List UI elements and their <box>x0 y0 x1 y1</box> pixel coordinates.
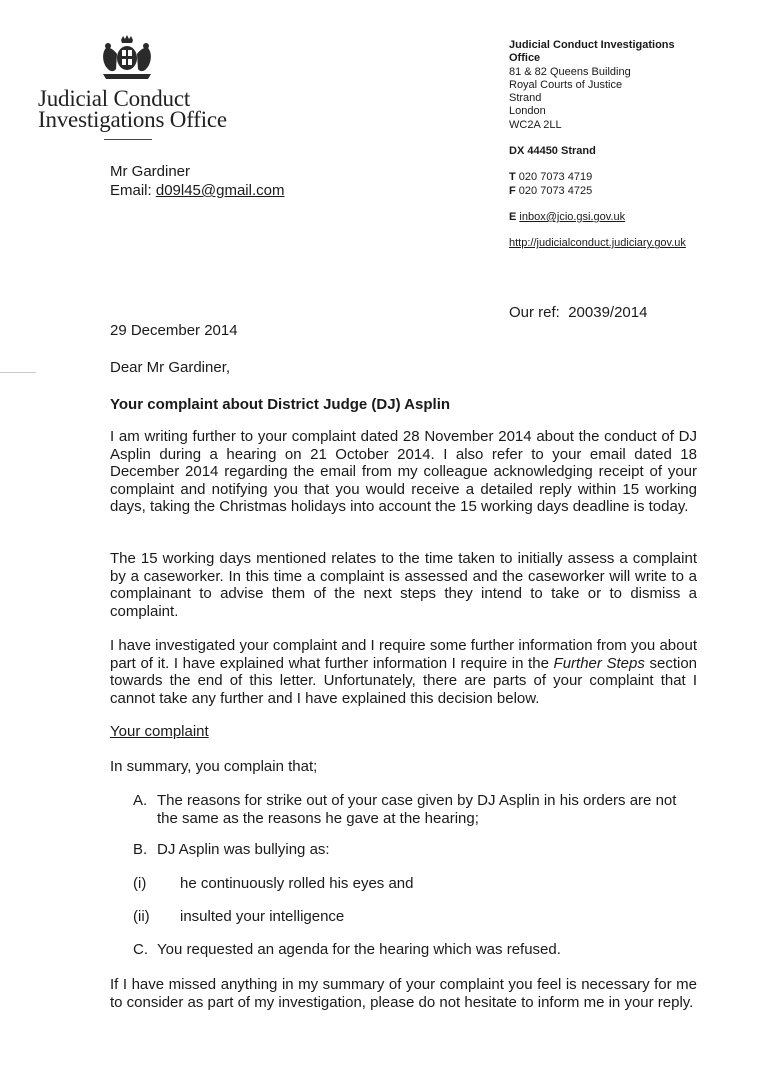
body-paragraph: If I have missed anything in my summary of your complaint you feel is necessary for me to consider as part of my investigation, please do not hesitate to inform me in your reply. <box>110 976 697 1011</box>
body-paragraph: I am writing further to your complaint dated 28 November 2014 about the conduct of DJ Asplin during a hearing on 21 October 2014. I also refer to your email dated 18 December 2014 regarding the email from my colleague acknowledging receipt of your complaint and notifying you that you would receive a detailed reply within 15 working days, taking the Christmas holidays into account the 15 working days deadline is today. <box>110 428 697 516</box>
list-item-label: (i) <box>133 875 147 892</box>
dx-number: DX 44450 Strand <box>509 145 596 158</box>
office-address-block <box>509 39 749 251</box>
reference-value: 20039/2014 <box>568 304 648 321</box>
address-line: WC2A 2LL <box>509 118 562 131</box>
office-website-link[interactable]: http://judicialconduct.judiciary.gov.uk <box>509 237 686 250</box>
office-name: Judicial Conduct Investigations Office <box>509 39 675 65</box>
list-item <box>133 841 330 859</box>
list-item-label: C. <box>133 941 148 958</box>
email-prefix: E <box>509 210 517 223</box>
sub-list-item <box>133 908 344 926</box>
reference-label: Our ref: <box>509 304 560 321</box>
list-item-text: he continuously rolled his eyes and <box>180 875 414 892</box>
further-steps-reference: Further Steps <box>553 654 645 672</box>
list-item-label: A. <box>133 792 148 809</box>
office-email <box>509 211 749 224</box>
paragraph-text: section towards the end of this letter. Unfortunately, there are parts of your complaint that I cannot take any further and I have explained this decision below. <box>110 654 697 707</box>
recipient-block <box>110 162 284 200</box>
summary-intro: In summary, you complain that; <box>110 758 318 775</box>
list-item-text: You requested an agenda for the hearing which was refused. <box>157 941 561 958</box>
telephone-number: 020 7073 4719 <box>518 171 593 184</box>
fax-number: 020 7073 4725 <box>518 184 593 197</box>
section-heading-your-complaint: Your complaint <box>110 723 209 740</box>
telephone-prefix: T <box>509 171 516 184</box>
list-item-text: The reasons for strike out of your case given by DJ Asplin in his orders are not the same as the reasons he gave at the hearing; <box>157 792 677 827</box>
fax <box>509 185 749 198</box>
logo-text-line2: Investigations Office <box>38 107 227 132</box>
telephone <box>509 171 749 184</box>
body-paragraph: The 15 working days mentioned relates to the time taken to initially assess a complaint by a caseworker. In this time a complaint is assessed and the caseworker will write to a complainant to advise them of the next steps they intend to take or to dismiss a complaint. <box>110 550 697 620</box>
list-item-label: B. <box>133 841 148 858</box>
margin-mark <box>0 372 36 373</box>
paragraph-text: I have investigated your complaint and I require some further information from you about part of it. I have explained what further information I require in the <box>110 637 697 672</box>
list-item-text: insulted your intelligence <box>180 908 345 925</box>
salutation: Dear Mr Gardiner, <box>110 359 231 376</box>
address-line: London <box>509 105 546 118</box>
list-item <box>133 941 561 959</box>
list-item <box>133 792 699 827</box>
our-reference <box>509 304 647 321</box>
recipient-name: Mr Gardiner <box>110 163 191 180</box>
subject-line: Your complaint about District Judge (DJ) Asplin <box>110 396 451 413</box>
fax-prefix: F <box>509 184 516 197</box>
sub-list-item <box>133 875 413 893</box>
recipient-email-label: Email: <box>110 182 152 199</box>
logo-text-line1: Judicial Conduct <box>38 86 191 111</box>
recipient-email-line <box>110 181 284 200</box>
address-line: 81 & 82 Queens Building <box>509 65 631 78</box>
address-line: Strand <box>509 92 542 105</box>
body-paragraph <box>110 637 697 707</box>
office-website <box>509 237 749 250</box>
list-item-label: (ii) <box>133 908 150 925</box>
royal-crest-logo <box>98 34 156 84</box>
logo-divider <box>104 139 152 140</box>
address-line: Royal Courts of Justice <box>509 78 623 91</box>
letter-date: 29 December 2014 <box>110 322 238 339</box>
office-email-link[interactable]: inbox@jcio.gsi.gov.uk <box>519 210 626 223</box>
list-item-text: DJ Asplin was bullying as: <box>157 841 330 858</box>
recipient-email-link[interactable]: d09l45@gmail.com <box>155 182 285 199</box>
